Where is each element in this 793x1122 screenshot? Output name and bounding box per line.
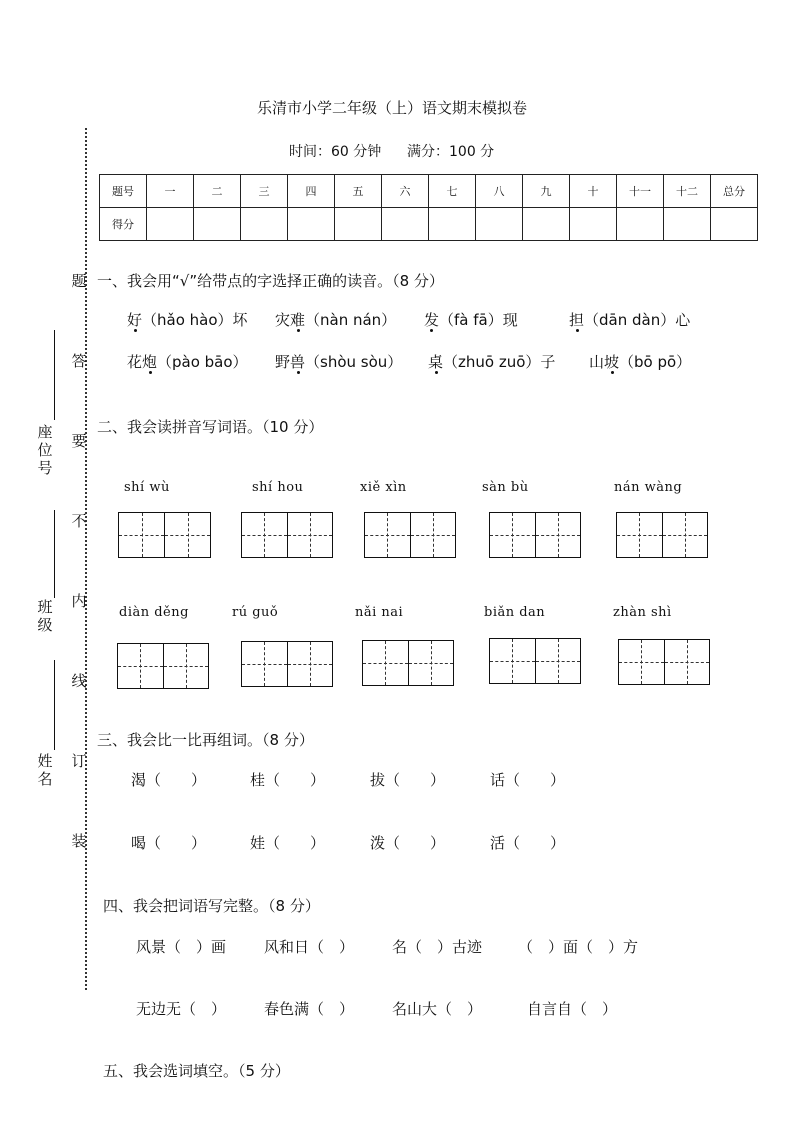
pinyin-prompt: biǎn dan: [484, 605, 546, 620]
word-complete-item[interactable]: （ ）面（ ）方: [518, 938, 639, 956]
score-table-cell: 十一: [617, 175, 664, 208]
class-underline[interactable]: [54, 510, 55, 598]
seal-char: 线: [71, 672, 87, 690]
seal-char: 不: [71, 512, 87, 530]
seal-char: 要: [71, 432, 87, 450]
tianzige-box[interactable]: [616, 512, 708, 558]
emphasis-dot: [435, 371, 438, 374]
pinyin-prompt: sàn bù: [482, 480, 529, 495]
word-complete-item[interactable]: 风景（ ）画: [136, 938, 227, 956]
score-input-cell[interactable]: [429, 208, 476, 241]
pinyin-prompt: shí hou: [252, 480, 304, 495]
emphasis-dot: [297, 329, 300, 332]
section5-heading: 五、我会选词填空。（5 分）: [103, 1062, 290, 1080]
pinyin-prompt: shí wù: [124, 480, 170, 495]
pinyin-prompt: nán wàng: [614, 480, 683, 495]
score-input-cell[interactable]: [711, 208, 758, 241]
pinyin-choice-item[interactable]: 担（dān dàn）心: [569, 311, 691, 329]
score-input-cell[interactable]: [335, 208, 382, 241]
word-complete-item[interactable]: 风和日（ ）: [264, 938, 355, 956]
score-input-cell[interactable]: [147, 208, 194, 241]
section3-heading: 三、我会比一比再组词。（8 分）: [97, 731, 314, 749]
score-input-cell[interactable]: [664, 208, 711, 241]
seal-char: 订: [71, 752, 87, 770]
score-table-cell: 十二: [664, 175, 711, 208]
score-table-cell: 总分: [711, 175, 758, 208]
pinyin-prompt: rú guǒ: [232, 605, 279, 620]
word-compare-item[interactable]: 泼（ ）: [370, 834, 446, 852]
tianzige-box[interactable]: [241, 641, 333, 687]
word-complete-item[interactable]: 自言自（ ）: [527, 1000, 618, 1018]
score-table-cell: 六: [382, 175, 429, 208]
seal-char: 答: [71, 352, 87, 370]
tianzige-box[interactable]: [118, 512, 211, 558]
pinyin-choice-item[interactable]: 灾难（nàn nán）: [275, 311, 397, 329]
word-complete-item[interactable]: 无边无（ ）: [136, 1000, 227, 1018]
tianzige-box[interactable]: [362, 640, 454, 686]
score-table-cell: 八: [476, 175, 523, 208]
name-label: 姓名: [37, 752, 53, 788]
score-input-cell[interactable]: [194, 208, 241, 241]
word-complete-item[interactable]: 春色满（ ）: [264, 1000, 355, 1018]
word-compare-item[interactable]: 娃（ ）: [250, 834, 326, 852]
score-input-cell[interactable]: [288, 208, 335, 241]
score-input-cell[interactable]: [241, 208, 288, 241]
tianzige-box[interactable]: [489, 512, 581, 558]
seat-underline[interactable]: [54, 330, 55, 420]
pinyin-choice-item[interactable]: 发（fà fā）现: [424, 311, 518, 329]
section4-heading: 四、我会把词语写完整。（8 分）: [103, 897, 320, 915]
score-table-cell: 七: [429, 175, 476, 208]
emphasis-dot: [297, 371, 300, 374]
pinyin-choice-item[interactable]: 好（hǎo hào）坏: [127, 311, 248, 329]
pinyin-choice-item[interactable]: 山坡（bō pō）: [589, 353, 692, 371]
word-complete-item[interactable]: 名（ ）古迹: [392, 938, 483, 956]
score-table-cell: 一: [147, 175, 194, 208]
score-input-cell[interactable]: [617, 208, 664, 241]
pinyin-choice-item[interactable]: 花炮（pào bāo）: [127, 353, 248, 371]
emphasis-dot: [576, 329, 579, 332]
word-complete-item[interactable]: 名山大（ ）: [392, 1000, 483, 1018]
score-table-cell: 四: [288, 175, 335, 208]
score-table-cell: 题号: [100, 175, 147, 208]
score-input-cell[interactable]: [476, 208, 523, 241]
seal-char: 内: [71, 592, 87, 610]
score-table-cell: 得分: [100, 208, 147, 241]
score-input-cell[interactable]: [570, 208, 617, 241]
pinyin-prompt: zhàn shì: [613, 605, 672, 620]
score-input-cell[interactable]: [523, 208, 570, 241]
word-compare-item[interactable]: 活（ ）: [490, 834, 566, 852]
tianzige-box[interactable]: [117, 643, 209, 689]
binding-dotted-line: [85, 128, 87, 990]
tianzige-box[interactable]: [618, 639, 710, 685]
word-compare-item[interactable]: 话（ ）: [490, 771, 566, 789]
pinyin-prompt: diàn děng: [119, 605, 189, 620]
pinyin-choice-item[interactable]: 野兽（shòu sòu）: [275, 353, 403, 371]
word-compare-item[interactable]: 拔（ ）: [370, 771, 446, 789]
word-compare-item[interactable]: 喝（ ）: [131, 834, 207, 852]
page-title: 乐清市小学二年级（上）语文期末模拟卷: [257, 99, 528, 117]
seal-char: 装: [71, 832, 87, 850]
score-table-header-row: [100, 175, 758, 208]
seat-label: 座位号: [37, 423, 53, 477]
class-label: 班级: [37, 598, 53, 634]
score-table-score-row: [100, 208, 758, 241]
score-table-cell: 三: [241, 175, 288, 208]
tianzige-box[interactable]: [241, 512, 333, 558]
score-table-cell: 二: [194, 175, 241, 208]
tianzige-box[interactable]: [489, 638, 581, 684]
section1-heading: 一、我会用“√”给带点的字选择正确的读音。（8 分）: [97, 272, 444, 290]
score-input-cell[interactable]: [382, 208, 429, 241]
seal-char: 题: [71, 272, 87, 290]
name-underline[interactable]: [54, 660, 55, 750]
pinyin-prompt: xiě xìn: [360, 480, 407, 495]
word-compare-item[interactable]: 桂（ ）: [250, 771, 326, 789]
score-label: 满分：100 分: [407, 144, 495, 160]
score-table-cell: 五: [335, 175, 382, 208]
section2-heading: 二、我会读拼音写词语。（10 分）: [97, 418, 324, 436]
score-table-cell: 九: [523, 175, 570, 208]
emphasis-dot: [430, 329, 433, 332]
pinyin-choice-item[interactable]: 桌（zhuō zuō）子: [428, 353, 556, 371]
time-label: 时间：60 分钟: [289, 144, 382, 160]
emphasis-dot: [149, 371, 152, 374]
word-compare-item[interactable]: 渴（ ）: [131, 771, 207, 789]
score-table-cell: 十: [570, 175, 617, 208]
emphasis-dot: [611, 371, 614, 374]
emphasis-dot: [134, 329, 137, 332]
tianzige-box[interactable]: [364, 512, 456, 558]
pinyin-prompt: nǎi nai: [355, 605, 404, 620]
score-table: [99, 174, 758, 241]
